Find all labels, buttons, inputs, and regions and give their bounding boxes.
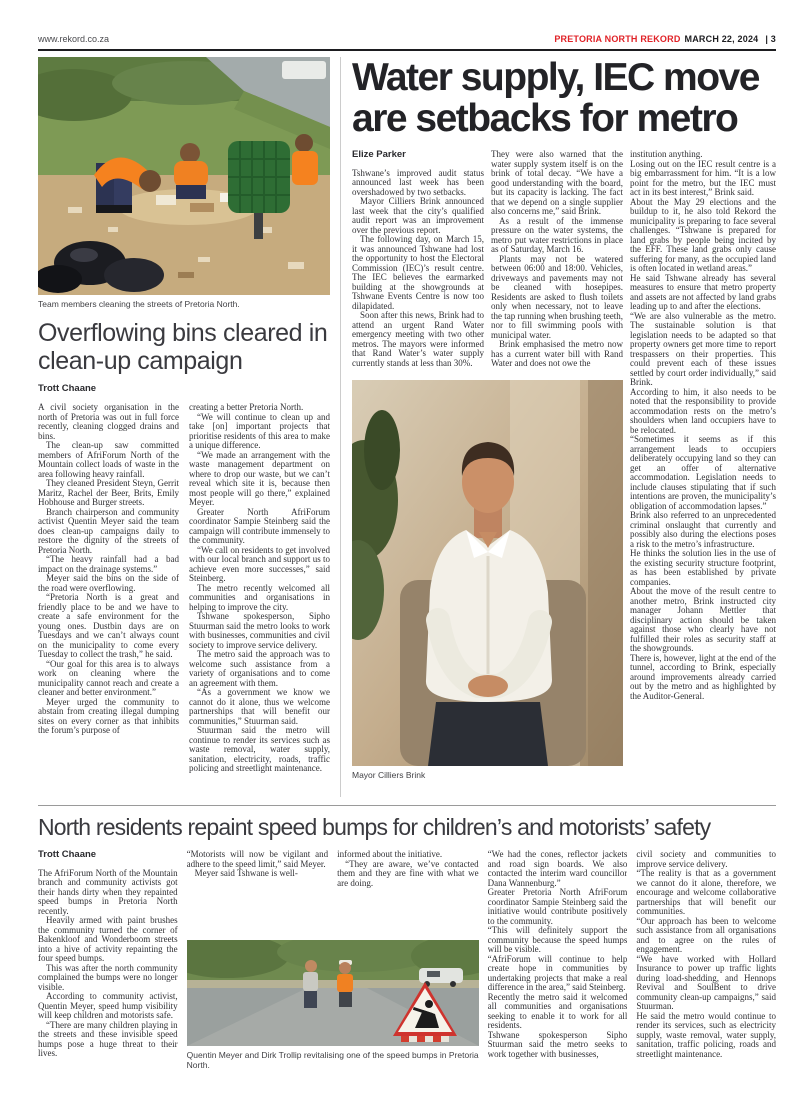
masthead-title: PRETORIA NORTH REKORD [554, 34, 681, 44]
cleanup-headline: Overflowing bins cleared in clean-up campaign [38, 319, 328, 375]
speedbump-headline: North residents repaint speed bumps for children’s and motorists’ safety [38, 814, 711, 840]
speedbump-byline: Trott Chaane [38, 850, 97, 860]
water-byline: Elize Parker [352, 150, 406, 160]
speedbump-photo [187, 940, 479, 1046]
water-column-3: institution anything. Losing out on the IEC result centre is a big embarrassment for him. “It is a low point for the metro, but the IEC must act in its best interest,” Brink said. About the May 29 elections and the buildup to it, he also told Rekord the municipality is preparing to face several challenges. “Tshwane is prepared for land grabs by people being incited by the EFF. These land grabs only cause suffering for many, as the occupied land is often located in wetland areas.” He said Tshwane already has several measures to ensure that metro property and assets are not affected by land grabs leading up to and after the elections. “We are also vulnerable as the metro. The sustainable solution is that legislation needs to be adapted so that property owners get more time to report trespassers on their properties. This could prevent each of these issues settled by court order individually,” said Brink. According to him, it also needs to be noted that the responsibility to provide accommodation rests on the metro’s shoulders when land occupiers have to be relocated. “Sometimes it seems as if this arrangement leads to occupiers deliberately occupying land so they can get an offer of alternative accommodation. Legislation needs to include clauses stipulating that if such intentions are proven, the municipality’s obligation of accommodation lapses.” Brink also referred to an unprecedented criminal onslaught that currently and possibly also during the elections poses a risk to the metro’s infrastructure. He thinks the solution lies in the use of the existing security structure footprint, as has been established by private companies. About the move of the result centre to another metro, Brink instructed city manager Johann Mettler that disciplinary action should be taken against those who clearly have not fulfilled their roles as security staff at the showgrounds. There is, however, light at the end of the tunnel, according to Brink, especially around improvements already carried out by the metro and as highlighted by the Auditor-General. [630, 150, 776, 701]
water-column-2: They were also warned that the water supply system itself is on the brink of total decay. “We have a good understanding with the board, but its capacity is lacking. The fact that we depend on a single supplier also concerns me,” said Brink. As a result of the immense pressure on the water systems, the metro put water restrictions in place as of Saturday, March 16. Plants may not be watered between 06:00 and 18:00. Vehicles, driveways and pavements may not be cleaned with hosepipes. Residents are asked to flush toilets only when necessary, not to leave the tap running when brushing teeth, nor to fill swimming pools with municipal water. Brink emphasised the metro now has a current water bill with Rand Water and does not owe the [491, 150, 623, 368]
speedbump-column-4: “We had the cones, reflector jackets and road sign boards. We also contacted the interim ward councillor Dana Wannenburg.” Greater Pretoria North AfriForum coordinator Sampie Steinberg said the initiative would contribute positively to the community. “This will definitely support the community because the speed humps will be visible. “AfriForum will continue to help create hope in communities by undertaking projects that make a real difference in the area,” said Steinberg. Recently the metro said it welcomed all communities and organisations seeking to enable it to work for all residents. Tshwane spokesperson Sipho Stuurman said the metro seeks to work together with businesses, [487, 850, 628, 1059]
speedbump-article [38, 805, 776, 1113]
cleanup-column-2: creating a better Pretoria North. “We will continue to clean up and take [on] important projects that prioritise residents of this area to make a unique difference. “We made an arrangement with the waste management department on where to drop our waste, but we can’t reveal which site it is, because then most people will go there,” explained Meyer. Greater North AfriForum coordinator Sampie Steinberg said the campaign will contribute immensely to the community. “We call on residents to get involved with our local branch and support us to achieve even more successes,” said Steinberg. The metro recently welcomed all communities and organisations in helping to improve the city. Tshwane spokesperson, Sipho Stuurman said the metro looks to work with businesses, communities and civil society to improve service delivery. The metro said the approach was to welcome such assistance from a variety of organisations and to come an agreement with them. “As a government we know we cannot do it alone, thus we welcome partnerships that will benefit our communities,” Stuurman said. Stuurman said the metro will continue to render its services such as waste removal, water supply, sanitation, electricity, roads, traffic policing and streetlight maintenance. [189, 403, 330, 773]
cleanup-byline: Trott Chaane [38, 383, 97, 394]
page-header [38, 34, 776, 51]
speedbump-figure [187, 940, 479, 1070]
cleanup-column-1: A civil society organisation in the north of Pretoria was out in full force recently, cleaning clogged drains and bins. The clean-up saw committed members of AfriForum North of the Mountain collect loads of waste in the area following heavy rainfall. They cleaned President Steyn, Gerrit Maritz, Rachel der Beer, Brits, Emily Hobhouse and Burger streets. Branch chairperson and community activist Quentin Meyer said the team does clean-up campaigns daily to restore the dignity of the streets of Pretoria North. “The heavy rainfall had a bad impact on the drainage systems.” Meyer said the bins on the side of the road were overflowing. “Pretoria North is a great and friendly place to be and we have to create a safe environment for the young ones. Dustbin days are on Tuesdays and we can’t always count on the municipality to come every Tuesday to collect the trash,” he said. “Our goal for this area is to always work on cleaning where the municipality cannot reach and create a cleaner and better environment.” Meyer urged the community to abstain from creating illegal dumping sites on every corner as that inhibits the forum’s purpose of [38, 403, 179, 735]
resident-figure [303, 960, 318, 1008]
cleanup-photo [38, 57, 330, 295]
cleanup-photo-caption: Team members cleaning the streets of Pretoria North. [38, 299, 240, 309]
speedbump-column-5: civil society and communities to improve service delivery. “The reality is that as a government we cannot do it alone, therefore, we encourage and welcome collaborative partnerships that will benefit our communities. “Our approach has been to welcome such assistance from all organisations and to agree on the rules of engagement. “We have worked with Hollard Insurance to power up traffic lights during load-shedding, and Hennops Revival and SoulBent to drive community clean-up campaigns,” said Stuurman. He said the metro would continue to render its services, such as electricity supply, waste removal, water supply, sanitation, traffic policing, roads and streetlight maintenance. [636, 850, 777, 1059]
speedbump-column-2: “Motorists will now be vigilant and adhere to the speed limit,” said Meyer. Meyer said Tshwane is well- [186, 850, 329, 878]
cleanup-figure [38, 57, 330, 309]
page-number: | 3 [765, 34, 776, 44]
water-column-1: Elize Parker Tshwane’s improved audit status announced last week has been overshadowed by two setbacks. Mayor Cilliers Brink announced last week that the city’s qualified audit report was an improvement over the previous report. The following day, on March 15, it was announced Tshwane had lost the opportunity to host the Electoral Commission (IEC)’s result centre. The IEC believes the earmarked building at the showgrounds at Tshwane Events Centre is now too dilapidated. Soon after this news, Brink had to attend an urgent Rand Water emergency meeting with two other metros. The mayors were informed that Rand Water’s water supply currently stands at less than 30%. [352, 150, 484, 368]
cleanup-article [38, 57, 330, 797]
top-section [38, 57, 776, 797]
website-url: www.rekord.co.za [38, 34, 110, 44]
water-article [340, 57, 776, 797]
mayor-photo-caption: Mayor Cilliers Brink [352, 770, 426, 780]
speedbump-column-3: informed about the initiative. “They are aware, we’ve contacted them and they are fine with what we are doing. [337, 850, 479, 888]
issue-date: MARCH 22, 2024 [684, 34, 759, 44]
speedbump-photo-caption: Quentin Meyer and Dirk Trollip revitalising one of the speed bumps in Pretoria North. [186, 1050, 479, 1070]
hi-vis-figure [337, 960, 353, 1007]
speedbump-column-1: Trott Chaane The AfriForum North of the Mountain branch and community activists got their hands dirty when they repainted speed bumps in Pretoria North recently. Heavily armed with paint brushes the community turned the corner of Bakenkloof and Wonderboom streets into a hive of activity repainting the four speed bumps. This was after the north community complained the bumps were no longer visible. According to community activist, Quentin Meyer, speed hump visibility will keep children and motorists safe. “There are many children playing in the streets and these invisible speed humps pose a huge threat to their lives. [38, 850, 178, 1058]
mayor-figure [352, 380, 623, 780]
masthead [554, 34, 776, 44]
water-headline: Water supply, IEC move are setbacks for metro [352, 56, 759, 140]
mayor-photo [352, 380, 623, 766]
